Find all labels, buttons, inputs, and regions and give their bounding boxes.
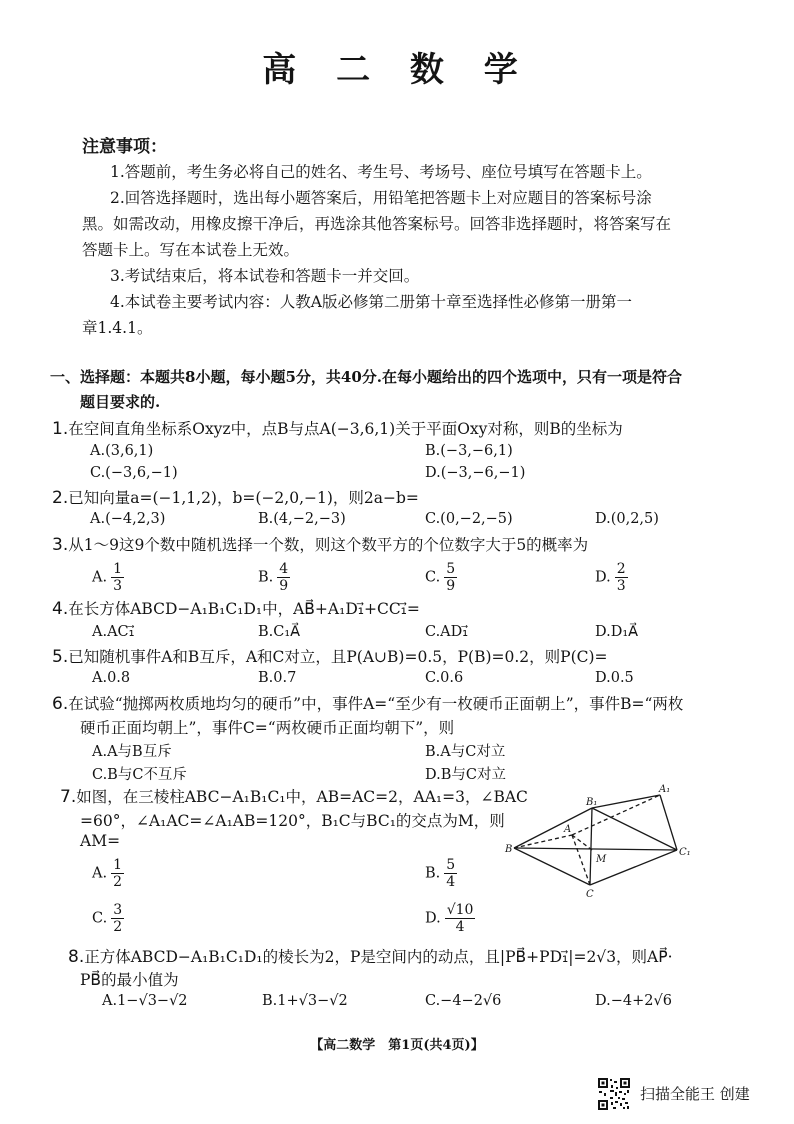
question-text: 在试验“抛掷两枚质地均匀的硬币”中，事件A=“至少有一枚硬币正面朝上”，事件B=“两枚 — [68, 695, 684, 713]
option-c: C. $\frac{3}{2}$ — [92, 902, 123, 935]
question-6 — [52, 692, 683, 714]
option-d: D.0.5 — [595, 670, 634, 686]
notice-line: 答题卡上。写在本试卷上无效。 — [82, 241, 300, 259]
option-a: A.(−4,2,3) — [90, 511, 166, 527]
question-number: 1. — [52, 419, 69, 439]
fraction: $\frac{2}{3}$ — [616, 561, 626, 594]
option-c: C.(−3,6,−1) — [90, 465, 178, 481]
option-b: B.(−3,−6,1) — [425, 443, 513, 459]
option-d: D. $\frac{√10}{4}$ — [425, 902, 474, 935]
option-a: A.(3,6,1) — [90, 443, 154, 459]
option-b: B.C₁A⃗ — [258, 624, 301, 640]
option-a: A.A与B互斥 — [92, 744, 172, 760]
fraction: $\frac{5}{4}$ — [446, 857, 456, 890]
question-number: 7. — [60, 787, 77, 807]
option-b: B.0.7 — [258, 670, 297, 686]
fraction: $\frac{1}{3}$ — [113, 561, 123, 594]
label-a1: A₁ — [659, 784, 671, 795]
notice-line: 黑。如需改动，用橡皮擦干净后，再选涂其他答案标号。回答非选择题时，将答案写在 — [82, 215, 672, 233]
notice-line: 章1.4.1。 — [82, 319, 153, 337]
notice-heading: 注意事项： — [82, 137, 167, 157]
option-b: B. $\frac{5}{4}$ — [425, 857, 456, 890]
section-heading: 一、选择题：本题共8小题，每小题5分，共40分.在每小题给出的四个选项中，只有一项是符合 — [50, 368, 682, 386]
question-text: 从1～9这9个数中随机选择一个数，则这个数平方的个位数字大于5的概率为 — [68, 536, 589, 554]
question-text: 已知向量a=(−1,1,2)，b=(−2,0,−1)，则2a−b= — [68, 489, 419, 507]
label-b: B — [505, 844, 513, 855]
question-text-continued: AM= — [80, 832, 121, 850]
label-a: A — [564, 824, 572, 835]
option-c: C. $\frac{5}{9}$ — [425, 561, 456, 594]
notice-line: 3.考试结束后，将本试卷和答题卡一并交回。 — [110, 267, 420, 285]
option-c: C.−4−2√6 — [425, 993, 502, 1009]
fraction: $\frac{√10}{4}$ — [446, 902, 474, 935]
question-text-continued: =60°，∠A₁AC=∠A₁AB=120°，B₁C与BC₁的交点为M，则 — [80, 812, 505, 830]
fraction: $\frac{1}{2}$ — [113, 857, 123, 890]
question-text: 正方体ABCD−A₁B₁C₁D₁的棱长为2，P是空间内的动点，且|PB⃗+PD₁⃗|=2√3，则AP⃗· — [84, 948, 673, 966]
question-4 — [52, 597, 420, 619]
section-heading-continued: 题目要求的. — [80, 393, 161, 411]
option-d: D. $\frac{2}{3}$ — [595, 561, 626, 594]
option-b: B.A与C对立 — [425, 744, 506, 760]
option-d: D.B与C对立 — [425, 767, 506, 783]
option-d: D.(−3,−6,−1) — [425, 465, 526, 481]
notice-line: 2.回答选择题时，选出每小题答案后，用铅笔把答题卡上对应题目的答案标号涂 — [110, 189, 652, 207]
notice-line: 4.本试卷主要考试内容：人教A版必修第二册第十章至选择性必修第一册第一 — [110, 293, 632, 311]
question-1 — [52, 417, 623, 439]
question-number: 3. — [52, 535, 69, 555]
question-5 — [52, 645, 608, 667]
fraction: $\frac{3}{2}$ — [113, 902, 123, 935]
label-m: M — [596, 854, 607, 865]
option-a: A.AC₁⃗ — [92, 624, 135, 640]
option-d: D.−4+2√6 — [595, 993, 672, 1009]
question-text: 在长方体ABCD−A₁B₁C₁D₁中，AB⃗+A₁D₁⃗+CC₁⃗= — [68, 600, 420, 618]
option-a: A. $\frac{1}{2}$ — [92, 857, 123, 890]
prism-figure — [502, 780, 702, 910]
option-a: A. $\frac{1}{3}$ — [92, 561, 123, 594]
label-c: C — [586, 889, 594, 900]
option-b: B. $\frac{4}{9}$ — [258, 561, 289, 594]
question-number: 8. — [68, 947, 85, 967]
scanner-watermark: 扫描全能王 创建 — [640, 1085, 750, 1103]
option-b: B.(4,−2,−3) — [258, 511, 346, 527]
question-7 — [60, 785, 528, 807]
qr-code-icon — [597, 1077, 631, 1111]
question-text-continued: PB⃗的最小值为 — [80, 971, 179, 989]
fraction: $\frac{4}{9}$ — [279, 561, 289, 594]
option-d: D.(0,2,5) — [595, 511, 659, 527]
option-b: B.1+√3−√2 — [262, 993, 348, 1009]
question-number: 4. — [52, 599, 69, 619]
question-3 — [52, 533, 588, 555]
label-b1: B₁ — [586, 797, 598, 808]
question-text-continued: 硬币正面均朝上”，事件C=“两枚硬币正面均朝下”，则 — [80, 719, 455, 737]
question-text: 如图，在三棱柱ABC−A₁B₁C₁中，AB=AC=2，AA₁=3，∠BAC — [76, 788, 528, 806]
page-title: 高 二 数 学 — [262, 50, 532, 90]
option-a: A.1−√3−√2 — [102, 993, 188, 1009]
label-c1: C₁ — [679, 847, 691, 858]
page-footer: 【高二数学 第1页(共4页)】 — [310, 1038, 484, 1053]
option-d: D.D₁A⃗ — [595, 624, 639, 640]
question-number: 2. — [52, 488, 69, 508]
question-text: 已知随机事件A和B互斥，A和C对立，且P(A∪B)=0.5，P(B)=0.2，则P(C)= — [68, 648, 608, 666]
notice-line: 1.答题前，考生务必将自己的姓名、考生号、考场号、座位号填写在答题卡上。 — [110, 163, 652, 181]
question-8 — [68, 945, 673, 967]
question-2 — [52, 486, 419, 508]
question-number: 6. — [52, 694, 69, 714]
question-text: 在空间直角坐标系Oxyz中，点B与点A(−3,6,1)关于平面Oxy对称，则B的坐标为 — [68, 420, 623, 438]
question-number: 5. — [52, 647, 69, 667]
option-a: A.0.8 — [92, 670, 131, 686]
option-c: C.0.6 — [425, 670, 464, 686]
option-c: C.(0,−2,−5) — [425, 511, 513, 527]
option-c: C.AD₁⃗ — [425, 624, 469, 640]
option-c: C.B与C不互斥 — [92, 767, 187, 783]
fraction: $\frac{5}{9}$ — [446, 561, 456, 594]
